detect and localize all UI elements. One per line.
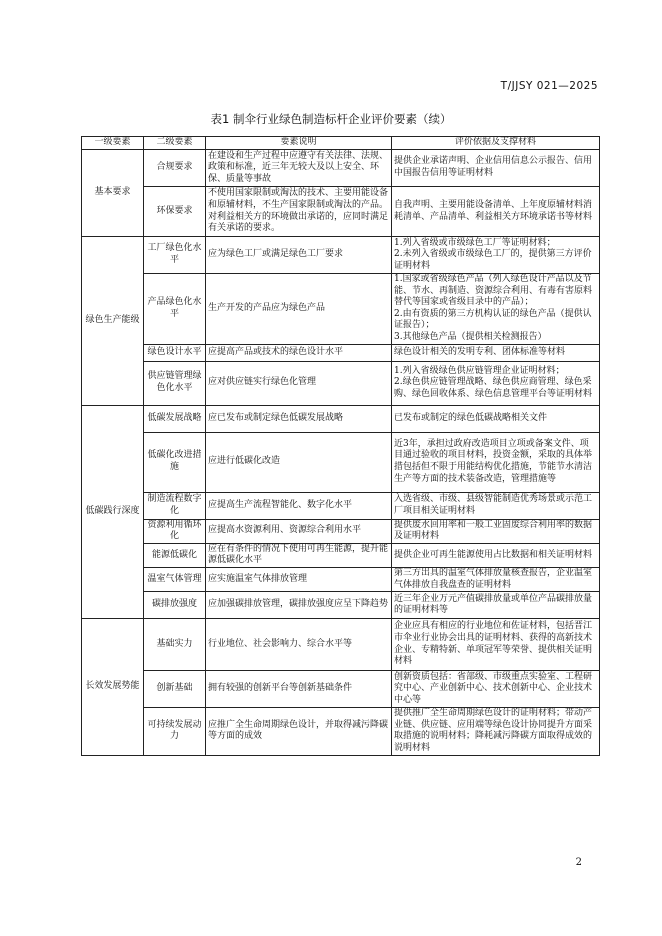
description-cell: 应为绿色工厂或满足绿色工厂要求 [206, 237, 392, 274]
description-cell: 应推广全生命周期绿色设计，并取得减污降碳等方面的成效 [206, 708, 392, 755]
secondary-element-cell: 环保要求 [144, 187, 206, 237]
table-row [82, 619, 600, 671]
description-cell: 应提高产品或技术的绿色设计水平 [206, 344, 392, 361]
table-row [82, 708, 600, 755]
basis-cell: 提供企业可再生能源使用占比数据和相关证明材料 [392, 543, 600, 567]
description-cell: 生产开发的产品应为绿色产品 [206, 274, 392, 345]
description-cell: 拥有较强的创新平台等创新基础条件 [206, 671, 392, 708]
basis-cell: 1.列入省级绿色供应链管理企业证明材料； 2.绿色供应链管理战略、绿色供应商管理、绿色采购、绿色回收体系、绿色信息管理平台等证明材料 [392, 361, 600, 405]
basis-cell: 近3年，承担过政府改造项目立项或备案文件、项目通过验收的项目材料，投资金额，采取的具体举措包括但不限于用能结构优化措施，节能节水清洁生产等方面的技术装备改造，管理措施等 [392, 432, 600, 492]
description-cell: 应提高水资源利用、资源综合利用水平 [206, 519, 392, 543]
description-cell: 应对供应链实行绿色化管理 [206, 361, 392, 405]
table-row [82, 671, 600, 708]
table-row [82, 519, 600, 543]
secondary-element-cell: 碳排放强度 [144, 592, 206, 619]
column-header: 要素说明 [206, 137, 392, 150]
basis-cell: 创新资质包括：省部级、市级重点实验室、工程研究中心、产业创新中心、技术创新中心、企业技术中心等 [392, 671, 600, 708]
table-row [82, 492, 600, 519]
primary-element-cell: 绿色生产能级 [82, 237, 144, 406]
basis-cell: 1.列入省级或市级绿色工厂等证明材料； 2.未列入省级或市级绿色工厂的，提供第三方评价证明材料 [392, 237, 600, 274]
standard-code: T/JJSY 021—2025 [500, 80, 598, 92]
basis-cell: 提供废水回用率和一般工业固废综合利用率的数据及证明材料 [392, 519, 600, 543]
table-row [82, 237, 600, 274]
table-row [82, 567, 600, 591]
page-number: 2 [575, 857, 582, 868]
basis-cell: 自我声明、主要用能设备清单、上年度原辅材料消耗清单、产品清单、利益相关方环境承诺书等材料 [392, 187, 600, 237]
basis-cell: 1.国家或省级绿色产品（列入绿色设计产品以及节能、节水、再制造、资源综合利用、有毒有害原料替代等国家或省级目录中的产品）； 2.由有资质的第三方机构认证的绿色产品（提供认证报告）； 3.其他绿色产品（提供相关检测报告） [392, 274, 600, 345]
description-cell: 行业地位、社会影响力、综合水平等 [206, 619, 392, 671]
basis-cell: 入选省级、市级、县级智能制造优秀场景或示范工厂项目相关证明材料 [392, 492, 600, 519]
secondary-element-cell: 制造流程数字化 [144, 492, 206, 519]
evaluation-table [81, 136, 600, 756]
secondary-element-cell: 温室气体管理 [144, 567, 206, 591]
table-title: 表1 制伞行业绿色制造标杆企业评价要素（续） [210, 112, 452, 126]
column-header: 一级要素 [82, 137, 144, 150]
table-row [82, 361, 600, 405]
table-row [82, 543, 600, 567]
table-row [82, 405, 600, 432]
secondary-element-cell: 资源利用循环化 [144, 519, 206, 543]
table-row [82, 187, 600, 237]
table-row [82, 592, 600, 619]
description-cell: 应实施温室气体排放管理 [206, 567, 392, 591]
primary-element-cell: 长效发展势能 [82, 619, 144, 755]
basis-cell: 提供推广全生命周期绿色设计的证明材料；带动产业链、供应链、应用端等绿色设计协同提升方面采取措施的说明材料；降耗减污降碳方面取得成效的说明材料 [392, 708, 600, 755]
secondary-element-cell: 绿色设计水平 [144, 344, 206, 361]
secondary-element-cell: 合规要求 [144, 150, 206, 187]
description-cell: 在建设和生产过程中应遵守有关法律、法规、政策和标准，近三年无较大及以上安全、环保、质量等事故 [206, 150, 392, 187]
secondary-element-cell: 产品绿色化水平 [144, 274, 206, 345]
secondary-element-cell: 低碳发展战略 [144, 405, 206, 432]
secondary-element-cell: 可持续发展动力 [144, 708, 206, 755]
description-cell: 应提高生产流程智能化、数字化水平 [206, 492, 392, 519]
basis-cell: 第三方出具的温室气体排放量核查报告，企业温室气体排放自我盘查的证明材料 [392, 567, 600, 591]
table-row [82, 150, 600, 187]
secondary-element-cell: 供应链管理绿色化水平 [144, 361, 206, 405]
secondary-element-cell: 创新基础 [144, 671, 206, 708]
basis-cell: 企业应具有相应的行业地位和佐证材料，包括晋江市伞业行业协会出具的证明材料、获得的高新技术企业、专精特新、单项冠军等荣誉、提供相关证明材料 [392, 619, 600, 671]
secondary-element-cell: 能源低碳化 [144, 543, 206, 567]
description-cell: 应进行低碳化改造 [206, 432, 392, 492]
basis-cell: 已发布或制定的绿色低碳战略相关文件 [392, 405, 600, 432]
table-row [82, 274, 600, 345]
table-header-row [82, 137, 600, 150]
table-body [82, 150, 600, 756]
basis-cell: 绿色设计相关的发明专利、团体标准等材料 [392, 344, 600, 361]
primary-element-cell: 基本要求 [82, 150, 144, 237]
basis-cell: 提供企业承诺声明、企业信用信息公示报告、信用中国报告信用等证明材料 [392, 150, 600, 187]
table-row [82, 344, 600, 361]
column-header: 二级要素 [144, 137, 206, 150]
description-cell: 应在有条件的情况下使用可再生能源，提升能源低碳化水平 [206, 543, 392, 567]
basis-cell: 近三年企业万元产值碳排放量或单位产品碳排放量的证明材料等 [392, 592, 600, 619]
description-cell: 应已发布或制定绿色低碳发展战略 [206, 405, 392, 432]
table-row [82, 432, 600, 492]
secondary-element-cell: 基础实力 [144, 619, 206, 671]
column-header: 评价依据及支撑材料 [392, 137, 600, 150]
secondary-element-cell: 低碳化改进措施 [144, 432, 206, 492]
description-cell: 应加强碳排放管理，碳排放强度应呈下降趋势 [206, 592, 392, 619]
description-cell: 不使用国家限制或淘汰的技术、主要用能设备和原辅材料，不生产国家限制或淘汰的产品。对利益相关方的环境做出承诺的，应同时满足有关承诺的要求。 [206, 187, 392, 237]
secondary-element-cell: 工厂绿色化水平 [144, 237, 206, 274]
primary-element-cell: 低碳践行深度 [82, 405, 144, 619]
